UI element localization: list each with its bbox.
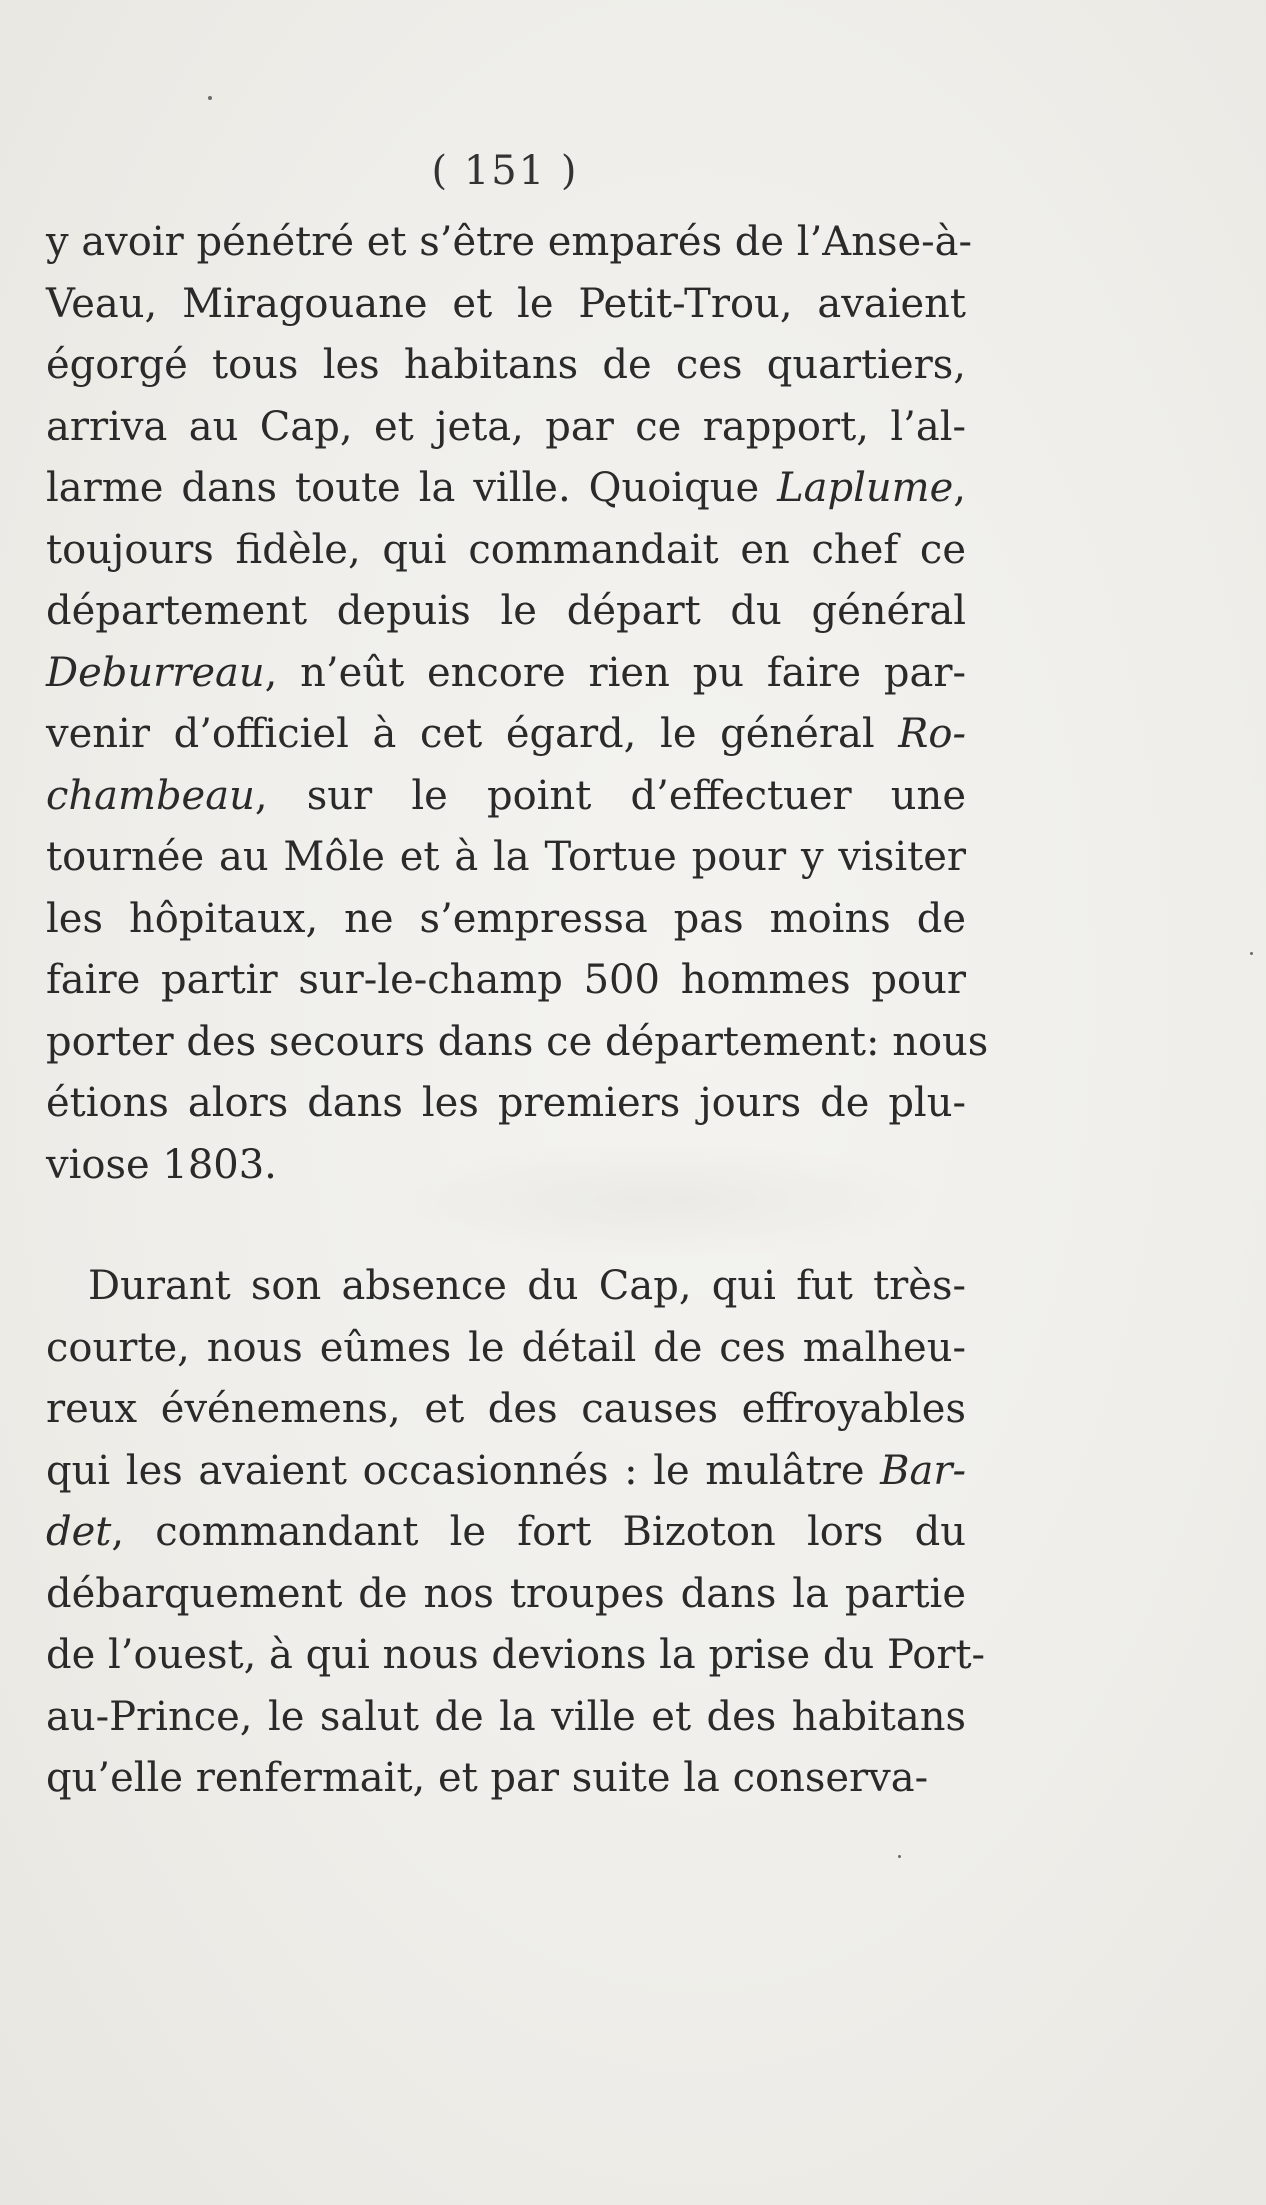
text-line bbox=[46, 212, 973, 274]
text-line bbox=[46, 1441, 966, 1503]
text-segment: les hôpitaux, ne s’empressa pas moins de bbox=[46, 895, 966, 942]
text-line bbox=[46, 1318, 966, 1380]
text-line bbox=[46, 889, 966, 951]
text-line bbox=[46, 766, 966, 828]
text-line bbox=[46, 1256, 966, 1318]
text-line bbox=[46, 1687, 966, 1749]
paper-speck bbox=[1250, 952, 1253, 955]
text-line bbox=[46, 827, 966, 889]
text-segment: département depuis le départ du général bbox=[46, 588, 966, 634]
italic-name: Ro- bbox=[898, 711, 966, 757]
text-line bbox=[46, 1748, 966, 1810]
text-line bbox=[46, 1502, 966, 1564]
text-segment: égorgé tous les habitans de ces quartiers, bbox=[46, 342, 966, 388]
paragraph-gap bbox=[46, 1196, 966, 1256]
text-segment: viose 1803. bbox=[46, 1141, 277, 1188]
text-segment: y avoir pénétré et s’être emparés de l’Anse-à- bbox=[46, 219, 973, 265]
text-line bbox=[46, 1564, 966, 1626]
text-segment: , bbox=[953, 465, 966, 511]
text-segment: arriva au Cap, et jeta, par ce rapport, l’al- bbox=[46, 403, 966, 450]
paper-speck bbox=[208, 96, 212, 100]
text-segment: porter des secours dans ce département: nous bbox=[46, 1018, 989, 1065]
text-line bbox=[46, 397, 966, 459]
text-line bbox=[46, 1379, 966, 1441]
text-segment: , sur le point d’effectuer une bbox=[254, 772, 966, 819]
paper-speck bbox=[898, 1855, 901, 1858]
italic-name: chambeau bbox=[46, 772, 255, 819]
italic-name: Deburreau bbox=[46, 649, 265, 696]
text-line bbox=[46, 335, 966, 397]
text-line bbox=[46, 704, 966, 766]
text-line bbox=[46, 274, 966, 336]
text-line bbox=[46, 950, 966, 1012]
text-segment: au-Prince, le salut de la ville et des habitans bbox=[46, 1693, 966, 1740]
text-line bbox=[46, 643, 966, 705]
text-segment: venir d’officiel à cet égard, le général bbox=[46, 711, 899, 757]
text-segment: faire partir sur-le-champ 500 hommes pour bbox=[46, 957, 966, 1003]
text-segment: Durant son absence du Cap, qui fut très- bbox=[88, 1263, 966, 1309]
text-line bbox=[46, 1012, 989, 1074]
text-line bbox=[46, 581, 966, 643]
text-segment: larme dans toute la ville. Quoique bbox=[46, 465, 778, 511]
italic-name: Bar- bbox=[880, 1447, 966, 1494]
page-number: ( 151 ) bbox=[431, 148, 579, 194]
text-segment: débarquement de nos troupes dans la partie bbox=[46, 1570, 966, 1617]
text-segment: qui les avaient occasionnés : le mulâtre bbox=[46, 1447, 881, 1494]
text-segment: qu’elle renfermait, et par suite la conserva- bbox=[46, 1755, 929, 1801]
text-segment: reux événemens, et des causes effroyables bbox=[46, 1386, 966, 1432]
italic-name: det bbox=[46, 1509, 112, 1555]
text-segment: Veau, Miragouane et le Petit-Trou, avaient bbox=[46, 280, 966, 327]
text-line bbox=[46, 1625, 986, 1687]
text-segment: de l’ouest, à qui nous devions la prise du Port- bbox=[46, 1632, 986, 1678]
text-segment: , commandant le fort Bizoton lors du bbox=[111, 1509, 966, 1555]
text-line bbox=[46, 520, 966, 582]
text-segment: toujours fidèle, qui commandait en chef ce bbox=[46, 526, 966, 573]
text-segment: courte, nous eûmes le détail de ces malheu- bbox=[46, 1324, 966, 1371]
text-line bbox=[46, 1073, 966, 1135]
text-line bbox=[46, 458, 966, 520]
text-segment: , n’eût encore rien pu faire par- bbox=[264, 649, 966, 696]
italic-name: Laplume bbox=[777, 465, 954, 511]
text-segment: tournée au Môle et à la Tortue pour y visiter bbox=[46, 834, 966, 880]
text-segment: étions alors dans les premiers jours de plu- bbox=[46, 1080, 966, 1126]
body-text bbox=[46, 212, 989, 1810]
text-line bbox=[46, 1135, 966, 1197]
